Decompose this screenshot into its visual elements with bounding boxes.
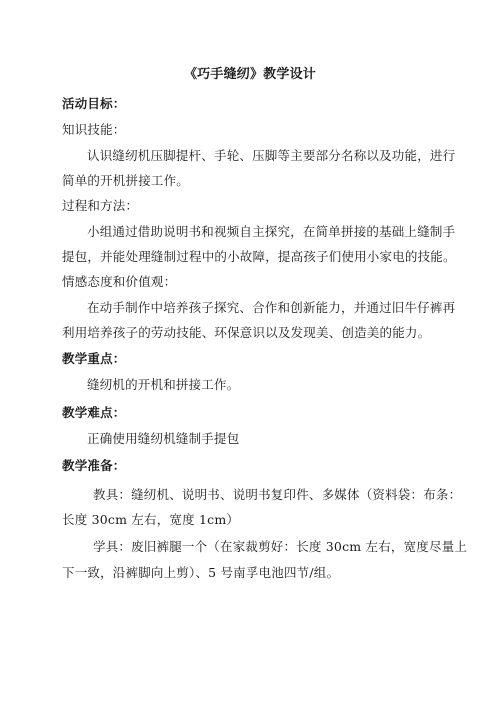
knowledge-text-line1: 认识缝纫机压脚提杆、手轮、压脚等主要部分名称以及功能，进行 [87, 148, 456, 163]
preparation-heading: 教学准备： [62, 458, 126, 473]
attitude-text-line2: 利用培养孩子的劳动技能、环保意识以及发现美、创造美的能力。 [62, 325, 431, 340]
difficulty-text: 正确使用缝纫机缝制手提包 [87, 431, 240, 446]
student-tools-line2: 下一致，沿裤脚向上剪）、5 号南孚电池四节/组。 [62, 565, 340, 580]
teacher-tools-line2: 长度 30cm 左右，宽度 1cm） [62, 512, 240, 527]
activity-goal-heading: 活动目标： [62, 96, 126, 111]
student-tools-line1: 学具：废旧裤腿一个（在家裁剪好：长度 30cm 左右，宽度尽量上 [93, 539, 468, 554]
process-text-line1: 小组通过借助说明书和视频自主探究，在简单拼接的基础上缝制手 [87, 224, 456, 239]
knowledge-label: 知识技能： [62, 122, 126, 137]
key-point-text: 缝纫机的开机和拼接工作。 [87, 377, 240, 392]
document-title: 《巧手缝纫》教学设计 [183, 67, 316, 82]
attitude-text-line1: 在动手制作中培养孩子探究、合作和创新能力，并通过旧牛仔裤再 [87, 300, 456, 315]
difficulty-heading: 教学难点： [62, 405, 126, 420]
attitude-label: 情感态度和价值观： [62, 274, 177, 289]
key-point-heading: 教学重点： [62, 351, 126, 366]
teacher-tools-line1: 教具：缝纫机、说明书、说明书复印件、多媒体（资料袋：布条： [93, 487, 462, 502]
knowledge-text-line2: 简单的开机拼接工作。 [62, 173, 190, 188]
process-text-line2: 提包，并能处理缝制过程中的小故障，提高孩子们使用小家电的技能。 [62, 249, 456, 264]
process-label: 过程和方法： [62, 198, 139, 213]
